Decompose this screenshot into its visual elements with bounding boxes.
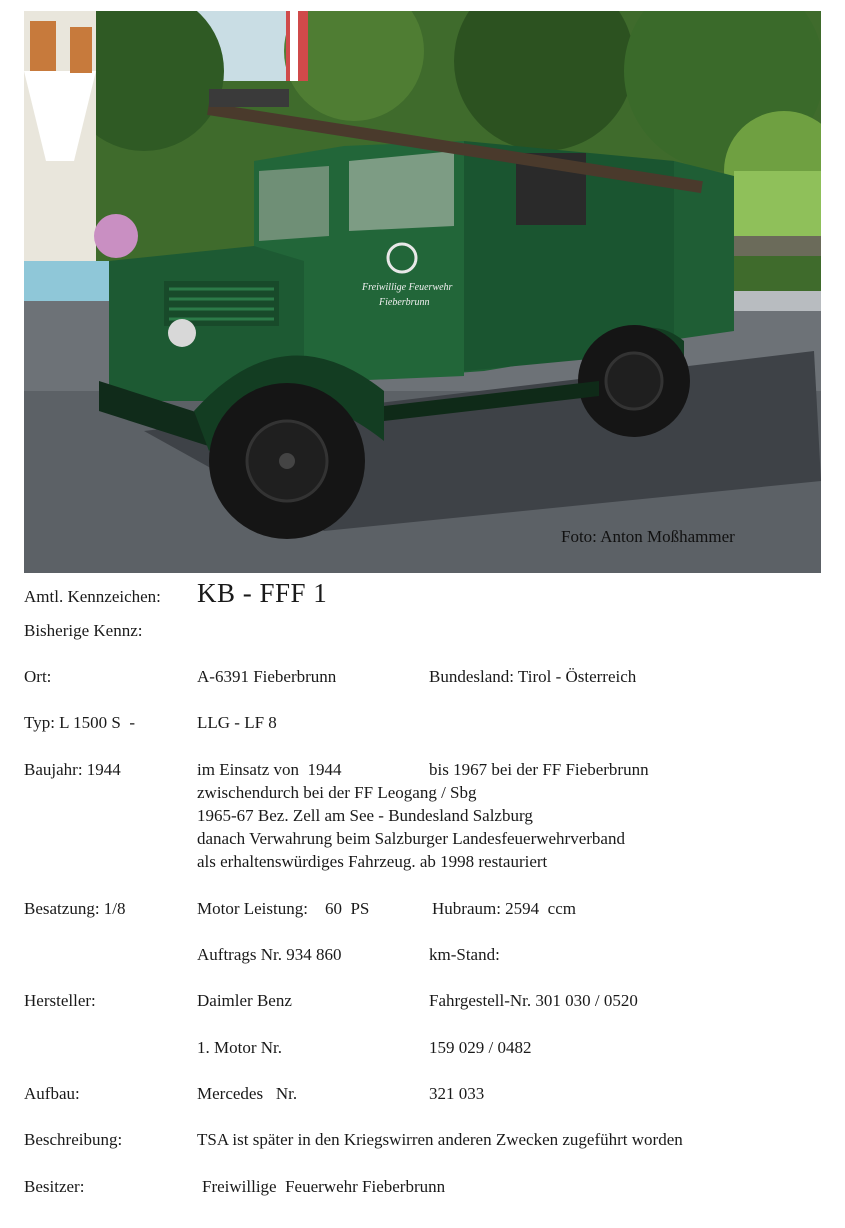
kennzeichen-value: KB - FFF 1 <box>197 578 328 608</box>
fire-truck-illustration <box>24 11 821 573</box>
hersteller-value: Daimler Benz <box>197 991 292 1010</box>
besatzung-label: Besatzung: 1/8 <box>24 899 126 918</box>
einsatz-von: im Einsatz von 1944 <box>197 760 342 779</box>
einsatz-bis: bis 1967 bei der FF Fieberbrunn <box>429 760 649 779</box>
ort-label: Ort: <box>24 667 52 686</box>
motor-nr-value: 159 029 / 0482 <box>429 1038 532 1057</box>
aufbau-value: Mercedes Nr. <box>197 1084 298 1103</box>
motor-leistung: Motor Leistung: 60 PS <box>197 899 370 918</box>
km-stand: km-Stand: <box>429 945 500 964</box>
auftrags-nr: Auftrags Nr. 934 860 <box>197 945 342 964</box>
besitzer-label: Besitzer: <box>24 1177 85 1196</box>
vehicle-photo <box>24 11 821 573</box>
aufbau-nr: 321 033 <box>429 1084 485 1103</box>
ort-value: A-6391 Fieberbrunn <box>197 667 337 686</box>
history-block <box>197 781 625 873</box>
typ-label: Typ: L 1500 S - <box>24 713 136 732</box>
fahrgestell-nr: Fahrgestell-Nr. 301 030 / 0520 <box>429 991 638 1010</box>
history-line: zwischendurch bei der FF Leogang / Sbg <box>197 783 477 802</box>
bisherige-kennz-label: Bisherige Kennz: <box>24 621 143 640</box>
besitzer-value: Freiwillige Feuerwehr Fieberbrunn <box>202 1177 446 1196</box>
beschreibung-label: Beschreibung: <box>24 1130 123 1149</box>
kennzeichen-label: Amtl. Kennzeichen: <box>24 587 161 606</box>
aufbau-label: Aufbau: <box>24 1084 80 1103</box>
bundesland-value: Bundesland: Tirol - Österreich <box>429 667 637 686</box>
door-lettering-line1: Freiwillige Feuerwehr <box>362 282 453 293</box>
hubraum: Hubraum: 2594 ccm <box>432 899 576 918</box>
baujahr-label: Baujahr: 1944 <box>24 760 121 779</box>
beschreibung-value: TSA ist später in den Kriegswirren anderen Zwecken zugeführt worden <box>197 1130 683 1149</box>
motor-nr-label: 1. Motor Nr. <box>197 1038 282 1057</box>
door-lettering-line2: Fieberbrunn <box>379 297 430 308</box>
history-line: 1965-67 Bez. Zell am See - Bundesland Salzburg <box>197 806 533 825</box>
history-line: danach Verwahrung beim Salzburger Landesfeuerwehrverband <box>197 829 625 848</box>
hersteller-label: Hersteller: <box>24 991 96 1010</box>
photo-credit: Foto: Anton Moßhammer <box>561 527 735 546</box>
history-line: als erhaltenswürdiges Fahrzeug. ab 1998 restauriert <box>197 852 548 871</box>
typ-value: LLG - LF 8 <box>197 713 277 732</box>
